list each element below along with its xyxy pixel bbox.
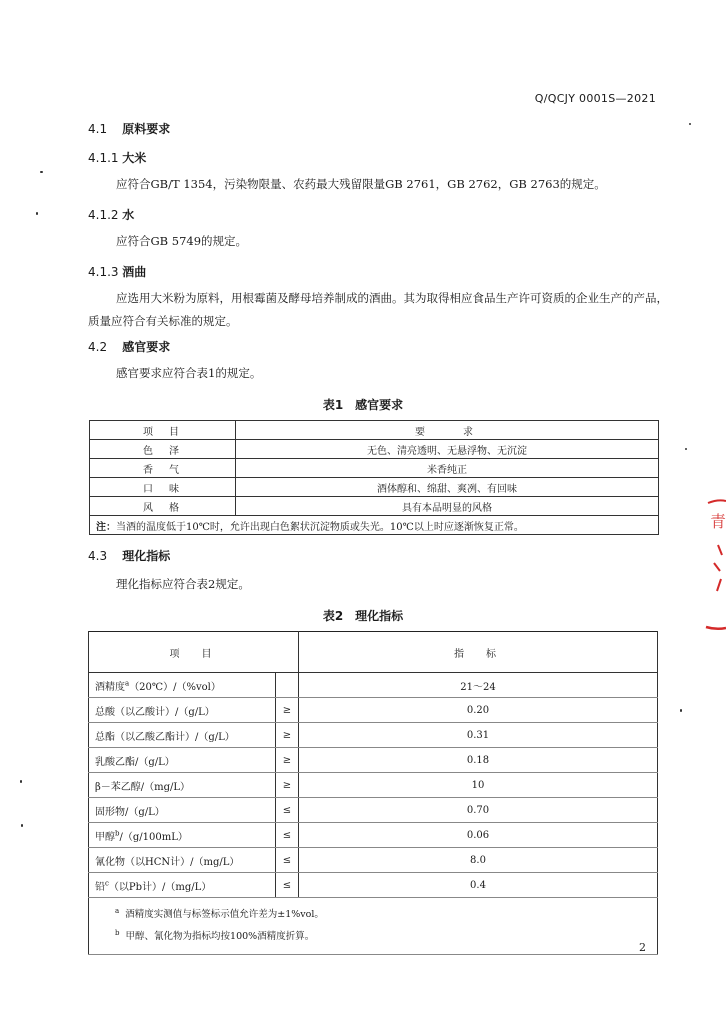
table-row (89, 823, 658, 848)
table-cell: 风 格 (90, 497, 236, 516)
footnote-mark: a (115, 907, 120, 915)
footnote-text: 酒精度实测值与标签标示值允许差为±1%vol。 (125, 909, 324, 921)
footnote-mark: b (115, 929, 120, 938)
table-cell: 无色、清亮透明、无悬浮物、无沉淀 (236, 440, 659, 459)
paragraph-sensory: 感官要求应符合表1的规定。 (116, 366, 262, 380)
indicator-name (89, 873, 276, 898)
table-row (90, 440, 659, 459)
indicator-name (89, 723, 276, 748)
scan-speck (685, 448, 687, 450)
table-row (90, 497, 659, 516)
section-number: 4.1.1 (88, 151, 119, 165)
section-title: 大米 (122, 151, 147, 165)
indicator-unit: （以Pb计）/（mg/L） (108, 881, 212, 893)
comparison-operator: ≤ (276, 823, 299, 848)
comparison-operator: ≤ (276, 848, 299, 873)
scan-speck (20, 780, 22, 783)
footnote (115, 902, 657, 924)
indicator-name (89, 773, 276, 798)
comparison-operator: ≥ (276, 698, 299, 723)
indicator-text: 乳酸乙酯/（g/L） (95, 756, 175, 768)
table-cell: 色 泽 (90, 440, 236, 459)
indicator-value: 0.31 (299, 723, 658, 748)
column-header: 要 求 (236, 421, 659, 440)
footnote-mark: c (105, 879, 109, 888)
table-row (90, 478, 659, 497)
indicator-text: 总酯（以乙酸乙酯计）/（g/L） (95, 731, 235, 743)
indicator-text: 固形物/（g/L） (95, 806, 165, 818)
indicator-text: 总酸（以乙酸计）/（g/L） (95, 706, 215, 718)
scan-speck (36, 212, 38, 215)
section-number: 4.1 (88, 122, 108, 136)
table-cell: 口 味 (90, 478, 236, 497)
seal-char: 青 (710, 512, 726, 531)
heading-4-1-3 (88, 263, 146, 280)
indicator-value: 0.70 (299, 798, 658, 823)
indicator-text: 酒精度 (95, 681, 125, 693)
table-row (89, 748, 658, 773)
table-cell: 香 气 (90, 459, 236, 478)
note-text: 当酒的温度低于10℃时，允许出现白色絮状沉淀物质或失光。10℃以上时应逐渐恢复正常。 (116, 521, 524, 533)
heading-4-1-2 (88, 206, 134, 223)
section-number: 4.1.2 (88, 208, 119, 222)
table-row (89, 873, 658, 898)
scan-speck (40, 171, 43, 173)
table-note (90, 516, 659, 535)
table-header-row (89, 632, 658, 673)
comparison-operator: ≥ (276, 748, 299, 773)
paragraph-physchem: 理化指标应符合表2规定。 (116, 577, 250, 591)
indicator-text: 甲醇 (95, 831, 115, 843)
paragraph-rice: 应符合GB/T 1354，污染物限量、农药最大残留限量GB 2761，GB 2762，GB 2763的规定。 (116, 177, 606, 191)
column-header: 指 标 (299, 632, 658, 673)
seal-fragment-icon (704, 497, 726, 632)
heading-4-2 (88, 338, 170, 355)
footnote-mark: b (115, 829, 120, 838)
section-title: 感官要求 (122, 340, 171, 354)
indicator-value: 0.18 (299, 748, 658, 773)
scan-speck (680, 709, 682, 712)
footnote-text: 甲醇、氰化物为指标均按100%酒精度折算。 (125, 931, 315, 943)
heading-4-1 (88, 120, 170, 137)
table-note-row (90, 516, 659, 535)
column-header: 项 目 (89, 632, 299, 673)
table-cell: 酒体醇和、绵甜、爽冽、有回味 (236, 478, 659, 497)
document-number: Q/QCJY 0001S—2021 (534, 92, 656, 105)
table-cell: 具有本品明显的风格 (236, 497, 659, 516)
table-row (89, 848, 658, 873)
indicator-name (89, 848, 276, 873)
indicator-value: 0.4 (299, 873, 658, 898)
indicator-text: β－苯乙醇/（mg/L） (95, 781, 191, 793)
indicator-value: 21～24 (299, 673, 658, 698)
section-title: 酒曲 (122, 265, 147, 279)
comparison-operator: ≥ (276, 723, 299, 748)
indicator-value: 0.20 (299, 698, 658, 723)
table-cell: 米香纯正 (236, 459, 659, 478)
section-title: 原料要求 (122, 122, 171, 136)
table-row (89, 723, 658, 748)
indicator-text: 氰化物（以HCN计）/（mg/L） (95, 856, 240, 868)
section-number: 4.1.3 (88, 265, 119, 279)
indicator-name (89, 673, 276, 698)
column-header: 项 目 (90, 421, 236, 440)
comparison-operator (276, 673, 299, 698)
indicator-name (89, 823, 276, 848)
note-label: 注： (96, 521, 116, 533)
table-footnote-row (89, 898, 658, 955)
physchem-table (88, 631, 658, 955)
footnote (115, 924, 657, 946)
table-row (89, 673, 658, 698)
heading-4-1-1 (88, 149, 146, 166)
indicator-name (89, 798, 276, 823)
indicator-unit: （20℃）/（%vol） (129, 681, 221, 693)
table-row (89, 798, 658, 823)
section-number: 4.2 (88, 340, 108, 354)
section-title: 水 (122, 208, 135, 222)
indicator-name (89, 748, 276, 773)
table-row (89, 698, 658, 723)
footnote-mark: a (125, 679, 130, 688)
paragraph-water: 应符合GB 5749的规定。 (116, 234, 248, 248)
table2-caption: 表2 理化指标 (322, 609, 404, 623)
sensory-table (89, 420, 659, 535)
table-footnotes (89, 898, 658, 955)
red-seal-stamp (704, 497, 726, 632)
indicator-value: 8.0 (299, 848, 658, 873)
comparison-operator: ≥ (276, 773, 299, 798)
scan-speck (21, 824, 23, 827)
table-row (90, 459, 659, 478)
paragraph-starter: 应选用大米粉为原料，用根霉菌及酵母培养制成的酒曲。其为取得相应食品生产许可资质的企业生产的产品，质量应符合有关标准的规定。 (88, 291, 668, 328)
indicator-value: 0.06 (299, 823, 658, 848)
table1-caption: 表1 感官要求 (322, 398, 404, 412)
indicator-text: 铅 (95, 881, 105, 893)
section-number: 4.3 (88, 549, 108, 563)
indicator-unit: /（g/100mL） (119, 831, 188, 843)
section-title: 理化指标 (122, 549, 171, 563)
page-number: 2 (639, 941, 646, 954)
comparison-operator: ≤ (276, 873, 299, 898)
table-header-row (90, 421, 659, 440)
indicator-name (89, 698, 276, 723)
table-row (89, 773, 658, 798)
comparison-operator: ≤ (276, 798, 299, 823)
heading-4-3 (88, 547, 170, 564)
indicator-value: 10 (299, 773, 658, 798)
scan-speck (689, 123, 691, 125)
